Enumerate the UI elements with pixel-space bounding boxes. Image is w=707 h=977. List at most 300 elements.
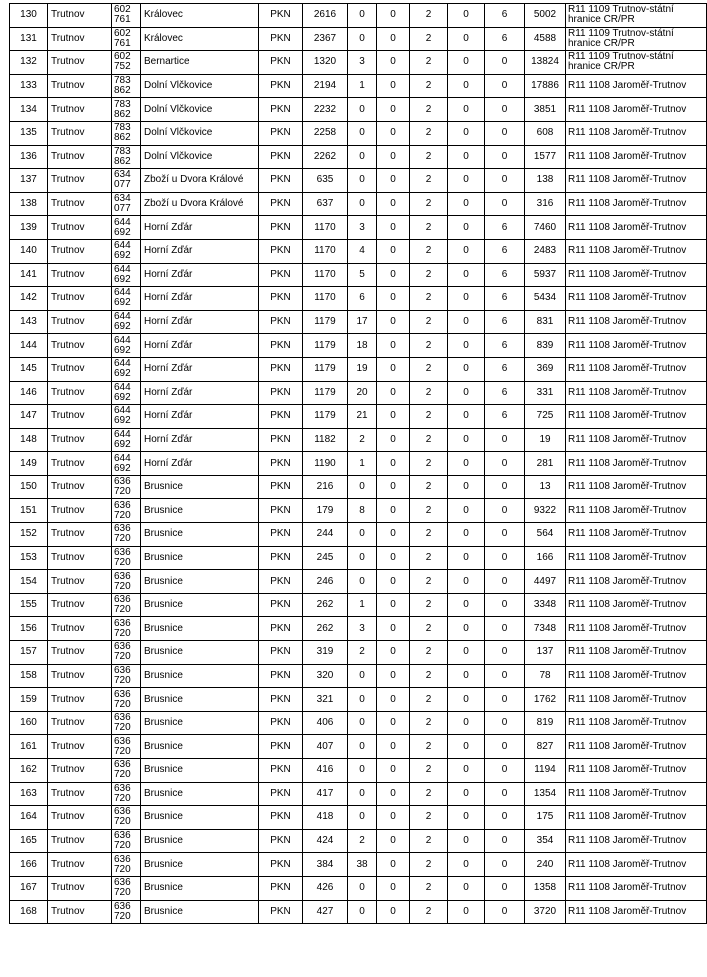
- col-c: 0: [448, 759, 485, 783]
- col-c: 0: [448, 51, 485, 75]
- row-number: 146: [10, 381, 48, 405]
- parcel-number: 407: [303, 735, 348, 759]
- cadastral-area: Brusnice: [141, 876, 259, 900]
- col-c: 0: [448, 711, 485, 735]
- col-a: 0: [377, 4, 410, 28]
- table-row: [10, 475, 707, 499]
- cadastral-area: Horní Zďár: [141, 263, 259, 287]
- table-row: [10, 593, 707, 617]
- row-number: 138: [10, 192, 48, 216]
- col-d: 0: [485, 51, 525, 75]
- row-number: 136: [10, 145, 48, 169]
- parcel-number: 319: [303, 641, 348, 665]
- parcel-subnumber: 0: [348, 145, 377, 169]
- col-d: 6: [485, 239, 525, 263]
- area-value: 166: [525, 546, 566, 570]
- cadastral-area: Horní Zďár: [141, 405, 259, 429]
- district: Trutnov: [48, 405, 112, 429]
- col-a: 0: [377, 310, 410, 334]
- area-value: 78: [525, 664, 566, 688]
- table-row: [10, 499, 707, 523]
- col-d: 0: [485, 829, 525, 853]
- district: Trutnov: [48, 570, 112, 594]
- table-row: [10, 664, 707, 688]
- row-number: 132: [10, 51, 48, 75]
- parcel-type: PKN: [259, 452, 303, 476]
- parcel-number: 1179: [303, 405, 348, 429]
- col-d: 6: [485, 357, 525, 381]
- district: Trutnov: [48, 806, 112, 830]
- district: Trutnov: [48, 216, 112, 240]
- col-a: 0: [377, 51, 410, 75]
- district: Trutnov: [48, 145, 112, 169]
- cadastral-area: Brusnice: [141, 593, 259, 617]
- area-value: 9322: [525, 499, 566, 523]
- col-a: 0: [377, 405, 410, 429]
- table-row: [10, 523, 707, 547]
- ku-code: 636 720: [112, 617, 141, 641]
- col-b: 2: [410, 357, 448, 381]
- parcel-subnumber: 38: [348, 853, 377, 877]
- table-row: [10, 829, 707, 853]
- cadastral-area: Brusnice: [141, 664, 259, 688]
- area-value: 13: [525, 475, 566, 499]
- area-value: 1762: [525, 688, 566, 712]
- cadastral-area: Brusnice: [141, 688, 259, 712]
- parcel-type: PKN: [259, 357, 303, 381]
- col-c: 0: [448, 641, 485, 665]
- col-b: 2: [410, 570, 448, 594]
- area-value: 7348: [525, 617, 566, 641]
- parcel-type: PKN: [259, 735, 303, 759]
- col-c: 0: [448, 98, 485, 122]
- parcel-subnumber: 0: [348, 192, 377, 216]
- parcel-type: PKN: [259, 900, 303, 924]
- area-value: 240: [525, 853, 566, 877]
- col-a: 0: [377, 876, 410, 900]
- col-b: 2: [410, 664, 448, 688]
- row-number: 158: [10, 664, 48, 688]
- road-section: R11 1108 Jaroměř-Trutnov: [566, 121, 707, 145]
- col-a: 0: [377, 829, 410, 853]
- row-number: 134: [10, 98, 48, 122]
- table-row: [10, 98, 707, 122]
- parcel-number: 1170: [303, 216, 348, 240]
- col-d: 6: [485, 27, 525, 51]
- col-b: 2: [410, 593, 448, 617]
- parcel-subnumber: 0: [348, 688, 377, 712]
- col-c: 0: [448, 499, 485, 523]
- col-c: 0: [448, 782, 485, 806]
- ku-code: 636 720: [112, 806, 141, 830]
- col-c: 0: [448, 27, 485, 51]
- road-section: R11 1108 Jaroměř-Trutnov: [566, 357, 707, 381]
- area-value: 4497: [525, 570, 566, 594]
- col-c: 0: [448, 593, 485, 617]
- col-a: 0: [377, 216, 410, 240]
- area-value: 19: [525, 428, 566, 452]
- parcel-subnumber: 0: [348, 782, 377, 806]
- parcel-table: [9, 3, 707, 924]
- cadastral-area: Brusnice: [141, 570, 259, 594]
- road-section: R11 1109 Trutnov-státní hranice CR/PR: [566, 27, 707, 51]
- parcel-type: PKN: [259, 806, 303, 830]
- col-c: 0: [448, 216, 485, 240]
- parcel-number: 245: [303, 546, 348, 570]
- parcel-subnumber: 0: [348, 876, 377, 900]
- road-section: R11 1108 Jaroměř-Trutnov: [566, 711, 707, 735]
- table-row: [10, 4, 707, 28]
- table-row: [10, 405, 707, 429]
- cadastral-area: Brusnice: [141, 829, 259, 853]
- area-value: 2483: [525, 239, 566, 263]
- area-value: 17886: [525, 74, 566, 98]
- parcel-type: PKN: [259, 711, 303, 735]
- cadastral-area: Dolní Vlčkovice: [141, 145, 259, 169]
- table-row: [10, 263, 707, 287]
- table-row: [10, 74, 707, 98]
- col-a: 0: [377, 475, 410, 499]
- parcel-number: 637: [303, 192, 348, 216]
- col-a: 0: [377, 782, 410, 806]
- parcel-subnumber: 2: [348, 829, 377, 853]
- col-a: 0: [377, 145, 410, 169]
- table-row: [10, 169, 707, 193]
- parcel-type: PKN: [259, 192, 303, 216]
- col-a: 0: [377, 98, 410, 122]
- parcel-number: 2232: [303, 98, 348, 122]
- col-d: 0: [485, 876, 525, 900]
- col-a: 0: [377, 27, 410, 51]
- parcel-type: PKN: [259, 121, 303, 145]
- road-section: R11 1108 Jaroměř-Trutnov: [566, 145, 707, 169]
- parcel-type: PKN: [259, 782, 303, 806]
- parcel-subnumber: 0: [348, 735, 377, 759]
- cadastral-area: Horní Zďár: [141, 452, 259, 476]
- district: Trutnov: [48, 876, 112, 900]
- col-d: 0: [485, 121, 525, 145]
- cadastral-area: Brusnice: [141, 759, 259, 783]
- cadastral-area: Brusnice: [141, 641, 259, 665]
- col-b: 2: [410, 735, 448, 759]
- col-a: 0: [377, 334, 410, 358]
- district: Trutnov: [48, 475, 112, 499]
- area-value: 1354: [525, 782, 566, 806]
- row-number: 150: [10, 475, 48, 499]
- parcel-number: 262: [303, 593, 348, 617]
- col-c: 0: [448, 688, 485, 712]
- parcel-type: PKN: [259, 263, 303, 287]
- table-row: [10, 27, 707, 51]
- parcel-number: 426: [303, 876, 348, 900]
- row-number: 152: [10, 523, 48, 547]
- road-section: R11 1108 Jaroměř-Trutnov: [566, 334, 707, 358]
- parcel-number: 417: [303, 782, 348, 806]
- parcel-number: 2258: [303, 121, 348, 145]
- col-b: 2: [410, 523, 448, 547]
- road-section: R11 1108 Jaroměř-Trutnov: [566, 192, 707, 216]
- ku-code: 636 720: [112, 688, 141, 712]
- ku-code: 644 692: [112, 334, 141, 358]
- parcel-subnumber: 0: [348, 27, 377, 51]
- parcel-number: 262: [303, 617, 348, 641]
- col-d: 0: [485, 711, 525, 735]
- parcel-type: PKN: [259, 523, 303, 547]
- col-c: 0: [448, 876, 485, 900]
- table-row: [10, 452, 707, 476]
- parcel-type: PKN: [259, 405, 303, 429]
- parcel-subnumber: 3: [348, 216, 377, 240]
- row-number: 131: [10, 27, 48, 51]
- col-b: 2: [410, 829, 448, 853]
- parcel-subnumber: 19: [348, 357, 377, 381]
- district: Trutnov: [48, 428, 112, 452]
- road-section: R11 1108 Jaroměř-Trutnov: [566, 876, 707, 900]
- parcel-number: 1170: [303, 263, 348, 287]
- col-d: 0: [485, 74, 525, 98]
- parcel-subnumber: 8: [348, 499, 377, 523]
- col-c: 0: [448, 145, 485, 169]
- ku-code: 644 692: [112, 310, 141, 334]
- area-value: 5002: [525, 4, 566, 28]
- ku-code: 644 692: [112, 287, 141, 311]
- cadastral-area: Horní Zďár: [141, 381, 259, 405]
- road-section: R11 1108 Jaroměř-Trutnov: [566, 664, 707, 688]
- cadastral-area: Brusnice: [141, 546, 259, 570]
- area-value: 3851: [525, 98, 566, 122]
- row-number: 151: [10, 499, 48, 523]
- col-d: 6: [485, 287, 525, 311]
- road-section: R11 1108 Jaroměř-Trutnov: [566, 735, 707, 759]
- row-number: 144: [10, 334, 48, 358]
- parcel-type: PKN: [259, 593, 303, 617]
- area-value: 839: [525, 334, 566, 358]
- table-row: [10, 287, 707, 311]
- parcel-subnumber: 0: [348, 523, 377, 547]
- ku-code: 636 720: [112, 593, 141, 617]
- district: Trutnov: [48, 523, 112, 547]
- col-b: 2: [410, 853, 448, 877]
- parcel-number: 416: [303, 759, 348, 783]
- road-section: R11 1108 Jaroměř-Trutnov: [566, 452, 707, 476]
- row-number: 139: [10, 216, 48, 240]
- parcel-subnumber: 5: [348, 263, 377, 287]
- ku-code: 636 720: [112, 475, 141, 499]
- table-row: [10, 546, 707, 570]
- parcel-subnumber: 2: [348, 428, 377, 452]
- col-a: 0: [377, 428, 410, 452]
- parcel-type: PKN: [259, 98, 303, 122]
- col-c: 0: [448, 287, 485, 311]
- row-number: 149: [10, 452, 48, 476]
- parcel-number: 244: [303, 523, 348, 547]
- col-c: 0: [448, 428, 485, 452]
- district: Trutnov: [48, 98, 112, 122]
- parcel-subnumber: 0: [348, 475, 377, 499]
- col-d: 0: [485, 593, 525, 617]
- col-c: 0: [448, 334, 485, 358]
- col-a: 0: [377, 121, 410, 145]
- col-a: 0: [377, 664, 410, 688]
- col-d: 6: [485, 216, 525, 240]
- col-d: 0: [485, 735, 525, 759]
- col-a: 0: [377, 263, 410, 287]
- district: Trutnov: [48, 900, 112, 924]
- col-b: 2: [410, 192, 448, 216]
- col-d: 0: [485, 523, 525, 547]
- district: Trutnov: [48, 27, 112, 51]
- parcel-number: 1170: [303, 287, 348, 311]
- col-b: 2: [410, 876, 448, 900]
- district: Trutnov: [48, 499, 112, 523]
- col-b: 2: [410, 641, 448, 665]
- road-section: R11 1108 Jaroměř-Trutnov: [566, 570, 707, 594]
- area-value: 7460: [525, 216, 566, 240]
- row-number: 156: [10, 617, 48, 641]
- col-c: 0: [448, 239, 485, 263]
- parcel-number: 418: [303, 806, 348, 830]
- road-section: R11 1108 Jaroměř-Trutnov: [566, 263, 707, 287]
- col-a: 0: [377, 853, 410, 877]
- district: Trutnov: [48, 381, 112, 405]
- road-section: R11 1108 Jaroměř-Trutnov: [566, 617, 707, 641]
- road-section: R11 1108 Jaroměř-Trutnov: [566, 829, 707, 853]
- area-value: 3348: [525, 593, 566, 617]
- col-a: 0: [377, 711, 410, 735]
- table-row: [10, 688, 707, 712]
- table-row: [10, 192, 707, 216]
- parcel-number: 2367: [303, 27, 348, 51]
- col-d: 6: [485, 4, 525, 28]
- area-value: 5937: [525, 263, 566, 287]
- ku-code: 636 720: [112, 735, 141, 759]
- ku-code: 602 752: [112, 51, 141, 75]
- road-section: R11 1108 Jaroměř-Trutnov: [566, 499, 707, 523]
- parcel-number: 1179: [303, 334, 348, 358]
- area-value: 5434: [525, 287, 566, 311]
- parcel-number: 2262: [303, 145, 348, 169]
- col-c: 0: [448, 192, 485, 216]
- parcel-subnumber: 0: [348, 546, 377, 570]
- row-number: 147: [10, 405, 48, 429]
- col-b: 2: [410, 4, 448, 28]
- row-number: 159: [10, 688, 48, 712]
- district: Trutnov: [48, 357, 112, 381]
- area-value: 819: [525, 711, 566, 735]
- cadastral-area: Brusnice: [141, 782, 259, 806]
- ku-code: 644 692: [112, 381, 141, 405]
- district: Trutnov: [48, 4, 112, 28]
- col-d: 0: [485, 617, 525, 641]
- ku-code: 602 761: [112, 27, 141, 51]
- ku-code: 644 692: [112, 428, 141, 452]
- col-d: 0: [485, 806, 525, 830]
- district: Trutnov: [48, 641, 112, 665]
- table-row: [10, 51, 707, 75]
- col-d: 6: [485, 263, 525, 287]
- parcel-number: 427: [303, 900, 348, 924]
- row-number: 154: [10, 570, 48, 594]
- parcel-type: PKN: [259, 617, 303, 641]
- area-value: 281: [525, 452, 566, 476]
- table-row: [10, 900, 707, 924]
- col-b: 2: [410, 428, 448, 452]
- ku-code: 644 692: [112, 216, 141, 240]
- col-b: 2: [410, 121, 448, 145]
- col-a: 0: [377, 381, 410, 405]
- col-d: 0: [485, 475, 525, 499]
- ku-code: 636 720: [112, 829, 141, 853]
- col-d: 6: [485, 310, 525, 334]
- row-number: 166: [10, 853, 48, 877]
- parcel-subnumber: 0: [348, 806, 377, 830]
- district: Trutnov: [48, 688, 112, 712]
- row-number: 167: [10, 876, 48, 900]
- col-d: 0: [485, 428, 525, 452]
- cadastral-area: Horní Zďár: [141, 357, 259, 381]
- road-section: R11 1108 Jaroměř-Trutnov: [566, 782, 707, 806]
- parcel-subnumber: 0: [348, 98, 377, 122]
- col-a: 0: [377, 570, 410, 594]
- col-d: 0: [485, 664, 525, 688]
- row-number: 168: [10, 900, 48, 924]
- col-c: 0: [448, 806, 485, 830]
- parcel-type: PKN: [259, 287, 303, 311]
- col-a: 0: [377, 617, 410, 641]
- area-value: 138: [525, 169, 566, 193]
- parcel-type: PKN: [259, 664, 303, 688]
- col-c: 0: [448, 617, 485, 641]
- col-c: 0: [448, 452, 485, 476]
- area-value: 331: [525, 381, 566, 405]
- col-b: 2: [410, 782, 448, 806]
- col-b: 2: [410, 239, 448, 263]
- cadastral-area: Brusnice: [141, 735, 259, 759]
- col-c: 0: [448, 357, 485, 381]
- row-number: 161: [10, 735, 48, 759]
- district: Trutnov: [48, 853, 112, 877]
- col-b: 2: [410, 900, 448, 924]
- col-c: 0: [448, 475, 485, 499]
- district: Trutnov: [48, 287, 112, 311]
- area-value: 827: [525, 735, 566, 759]
- table-row: [10, 216, 707, 240]
- road-section: R11 1108 Jaroměř-Trutnov: [566, 475, 707, 499]
- col-b: 2: [410, 405, 448, 429]
- parcel-number: 1179: [303, 357, 348, 381]
- row-number: 133: [10, 74, 48, 98]
- row-number: 155: [10, 593, 48, 617]
- col-c: 0: [448, 263, 485, 287]
- ku-code: 636 720: [112, 641, 141, 665]
- col-c: 0: [448, 546, 485, 570]
- area-value: 1358: [525, 876, 566, 900]
- area-value: 316: [525, 192, 566, 216]
- parcel-subnumber: 20: [348, 381, 377, 405]
- table-body: [10, 4, 707, 924]
- col-c: 0: [448, 121, 485, 145]
- col-b: 2: [410, 806, 448, 830]
- parcel-type: PKN: [259, 759, 303, 783]
- parcel-subnumber: 3: [348, 617, 377, 641]
- road-section: R11 1108 Jaroměř-Trutnov: [566, 546, 707, 570]
- col-b: 2: [410, 546, 448, 570]
- parcel-number: 406: [303, 711, 348, 735]
- area-value: 354: [525, 829, 566, 853]
- ku-code: 636 720: [112, 523, 141, 547]
- col-c: 0: [448, 310, 485, 334]
- road-section: R11 1108 Jaroměř-Trutnov: [566, 216, 707, 240]
